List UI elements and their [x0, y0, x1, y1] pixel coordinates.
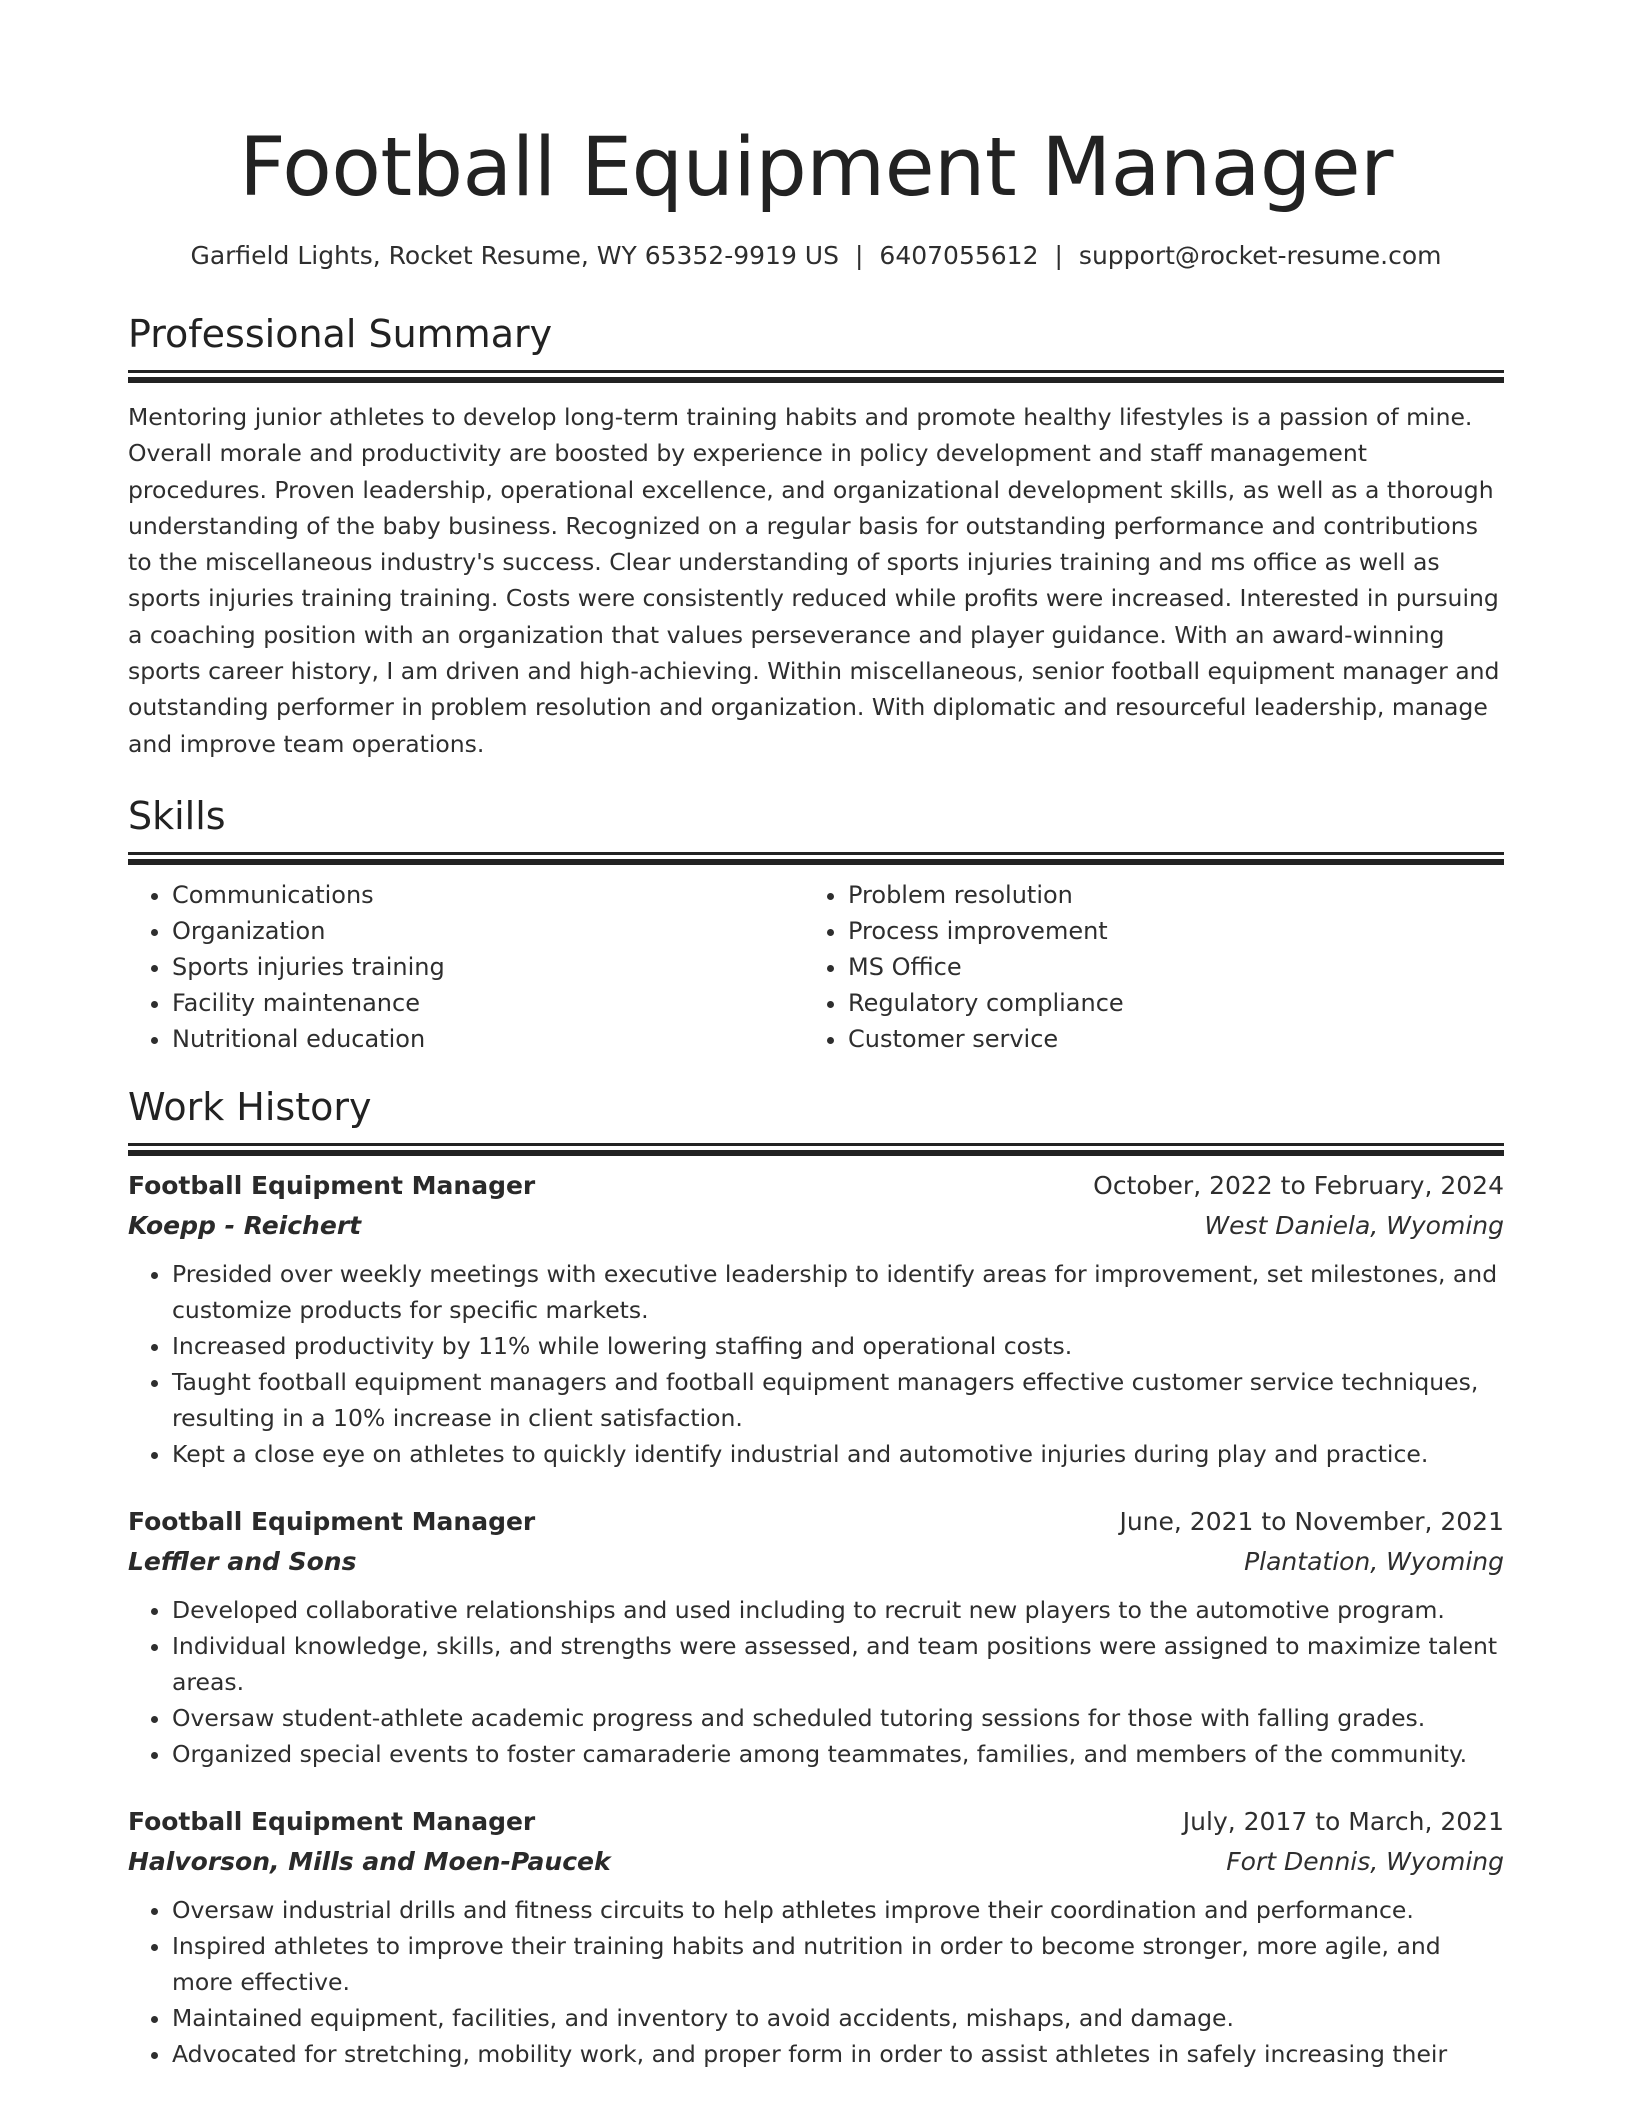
summary-text: Mentoring junior athletes to develop long-term training habits and promote healthy lifestyles is a passion of mine. Overall morale and productivity are boosted by experience in policy development and staff management procedures. Proven leadership, operational excellence, and organizational development skills, as well as a thorough understanding of the baby business. Recognized on a regular basis for outstanding performance and contributions to the miscellaneous industry's success. Clear understanding of sports injuries training and ms office as well as sports injuries training training. Costs were consistently reduced while profits were increased. Interested in pursuing a coaching position with an organization that values perseverance and player guidance. With an award-winning sports career history, I am driven and high-achieving. Within miscellaneous, senior football equipment manager and outstanding performer in problem resolution and organization. With diplomatic and resourceful leadership, manage and improve team operations. — [128, 403, 1500, 758]
skill-item: • Regulatory compliance — [848, 985, 1480, 1021]
skills-section — [128, 792, 1504, 1057]
skill-item: • Communications — [172, 877, 804, 913]
job-header-row — [128, 1166, 1504, 1206]
job-dates: July, 2017 to March, 2021 — [1182, 1806, 1504, 1836]
section-divider — [128, 852, 1504, 855]
job-company: Halvorson, Mills and Moen-Paucek — [128, 1846, 611, 1876]
contact-address: Garfield Lights, Rocket Resume, WY 65352-9919 US — [190, 241, 839, 270]
job-header-row — [128, 1802, 1504, 1842]
skill-item: • Nutritional education — [172, 1021, 804, 1057]
skill-item: • Customer service — [848, 1021, 1480, 1057]
job-bullet: • Taught football equipment managers and football equipment managers effective customer service techniques, resulting in a 10% increase in client satisfaction. — [172, 1364, 1504, 1436]
skills-list-left — [128, 877, 804, 1057]
job-company-row — [128, 1842, 1504, 1882]
section-title-summary: Professional Summary — [128, 312, 553, 356]
contact-separator: | — [1054, 241, 1063, 270]
job-location: West Daniela, Wyoming — [1204, 1210, 1504, 1240]
skills-columns — [128, 877, 1504, 1057]
skill-item: • Process improvement — [848, 913, 1480, 949]
contact-phone: 6407055612 — [879, 241, 1039, 270]
job-bullet: • Advocated for stretching, mobility work, and proper form in order to assist athletes in safely increasing their — [172, 2036, 1504, 2072]
job-title: Football Equipment Manager — [128, 1806, 536, 1836]
skill-item: • Problem resolution — [848, 877, 1480, 913]
resume-name: Football Equipment Manager — [239, 121, 1393, 215]
job-bullet: • Oversaw industrial drills and fitness circuits to help athletes improve their coordination and performance. — [172, 1892, 1504, 1928]
job-title: Football Equipment Manager — [128, 1506, 536, 1536]
job-location: Fort Dennis, Wyoming — [1226, 1846, 1504, 1876]
job-entry — [128, 1166, 1504, 1472]
contact-email: support@rocket-resume.com — [1078, 241, 1442, 270]
job-dates: October, 2022 to February, 2024 — [1093, 1170, 1504, 1200]
section-title-skills: Skills — [128, 793, 226, 838]
job-bullets — [128, 1256, 1504, 1472]
contact-line — [128, 240, 1504, 272]
skill-item: • MS Office — [848, 949, 1480, 985]
summary-section — [128, 310, 1504, 762]
job-bullet: • Maintained equipment, facilities, and inventory to avoid accidents, mishaps, and damage. — [172, 2000, 1504, 2036]
job-bullet: • Developed collaborative relationships and used including to recruit new players to the automotive program. — [172, 1592, 1504, 1628]
job-title: Football Equipment Manager — [128, 1170, 536, 1200]
skill-item: • Organization — [172, 913, 804, 949]
job-bullets — [128, 1592, 1504, 1772]
job-bullets — [128, 1892, 1504, 2072]
job-location: Plantation, Wyoming — [1244, 1546, 1504, 1576]
skills-list-right — [804, 877, 1480, 1057]
job-bullet: • Presided over weekly meetings with executive leadership to identify areas for improvement, set milestones, and customize products for specific markets. — [172, 1256, 1504, 1328]
job-bullet: • Increased productivity by 11% while lowering staffing and operational costs. — [172, 1328, 1504, 1364]
job-dates: June, 2021 to November, 2021 — [1119, 1506, 1504, 1536]
job-entry — [128, 1802, 1504, 2072]
job-company-row — [128, 1542, 1504, 1582]
skill-item: • Facility maintenance — [172, 985, 804, 1021]
job-company: Koepp - Reichert — [128, 1210, 362, 1240]
section-title-work-history: Work History — [128, 1084, 372, 1129]
section-divider — [128, 1143, 1504, 1146]
job-bullet: • Inspired athletes to improve their training habits and nutrition in order to become stronger, more agile, and more effective. — [172, 1928, 1504, 2000]
job-company: Leffler and Sons — [128, 1546, 357, 1576]
job-entry — [128, 1502, 1504, 1772]
job-header-row — [128, 1502, 1504, 1542]
job-bullet: • Oversaw student-athlete academic progress and scheduled tutoring sessions for those with falling grades. — [172, 1700, 1504, 1736]
skill-item: • Sports injuries training — [172, 949, 804, 985]
job-company-row — [128, 1206, 1504, 1246]
job-bullet: • Kept a close eye on athletes to quickly identify industrial and automotive injuries during play and practice. — [172, 1436, 1504, 1472]
job-bullet: • Organized special events to foster camaraderie among teammates, families, and members of the community. — [172, 1736, 1504, 1772]
resume-page — [128, 0, 1504, 2072]
work-history-section — [128, 1083, 1504, 2072]
job-bullet: • Individual knowledge, skills, and strengths were assessed, and team positions were assigned to maximize talent areas. — [172, 1628, 1504, 1700]
section-divider — [128, 370, 1504, 373]
contact-separator: | — [854, 241, 864, 270]
